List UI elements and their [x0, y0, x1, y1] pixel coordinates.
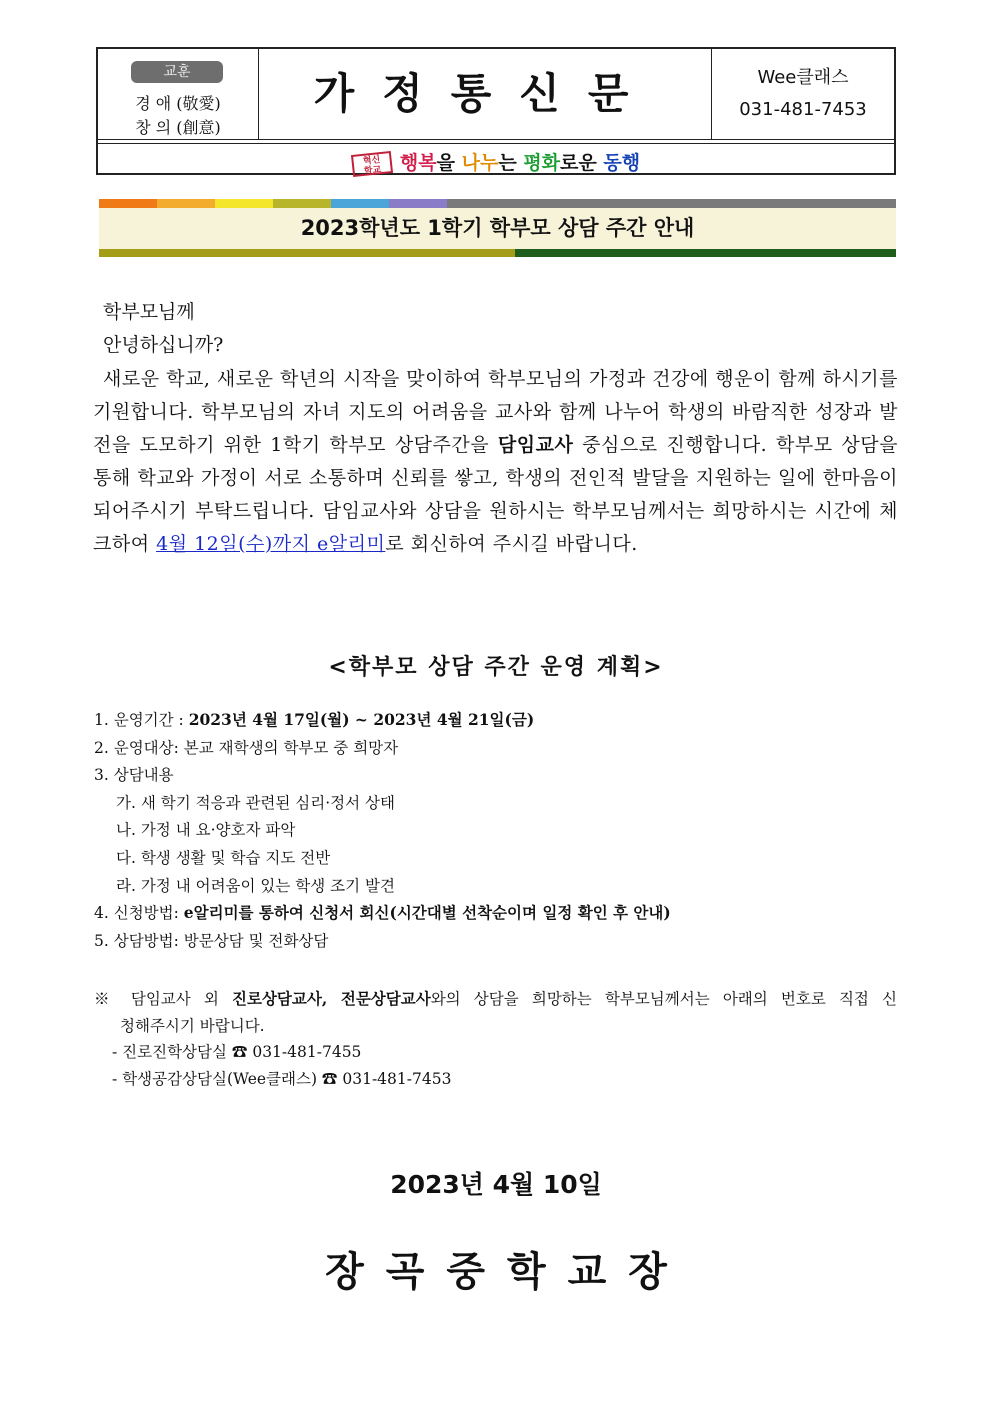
slogan-word-happiness: 행복 — [399, 152, 437, 174]
note-line-2: 청해주시기 바랍니다. — [120, 1017, 265, 1035]
header-top-row — [98, 49, 894, 140]
principal-signature: 장곡중학교장 — [325, 1249, 689, 1295]
letter-text-a: 새로운 학교, 새로운 학년의 시작을 맞이하여 학부모님의 가정과 건강에 행운이 함께 하시기를 기원합니다. 학부모님의 자녀 지도의 어려움을 교사와 함께 나누어 학생의 바람직한 성장과 발전을 도모하기 위한 1학기 학부모 상담주간을 — [93, 368, 898, 456]
note-separator: , — [321, 989, 341, 1008]
plan-item-period-label: 1. 운영기간 : — [94, 711, 189, 729]
banner-stripe — [447, 199, 896, 208]
reply-deadline-link[interactable]: 4월 12일(수)까지 e알리미 — [156, 533, 386, 555]
banner-bottom-segment — [99, 249, 515, 257]
letter-text-c: 로 회신하여 주시길 바랍니다. — [385, 533, 638, 555]
newsletter-title: 가정통신문 — [313, 69, 657, 118]
header-box — [96, 47, 896, 175]
motto-badge: 교훈 — [131, 61, 223, 83]
counseling-note — [94, 985, 897, 1040]
plan-item-apply-label: 4. 신청방법: — [94, 904, 184, 922]
plan-item-target: 2. 운영대상: 본교 재학생의 학부모 중 희망자 — [94, 739, 399, 757]
plan-item-period-value: 2023년 4월 17일(월) ~ 2023년 4월 21일(금) — [188, 710, 535, 729]
note-line-1 — [94, 985, 897, 1013]
plan-item-method: 5. 상담방법: 방문상담 및 전화상담 — [94, 932, 329, 950]
issue-date: 2023년 4월 10일 — [390, 1170, 602, 1199]
motto-cell — [98, 49, 259, 139]
title-banner — [99, 199, 896, 258]
slogan-particle-2: 는 — [498, 152, 524, 174]
banner-stripe — [389, 199, 447, 208]
banner-stripe — [331, 199, 389, 208]
innovation-school-stamp: 혁신 학교 — [351, 150, 393, 176]
letter-text-b: 중심으로 진행합니다. 학부모 상담을 통해 학교와 가정이 서로 소통하며 신뢰를 쌓고, 학생의 전인적 발달을 지원하는 일에 한마음이 되어주시기 부탁드립니다. 담임교사와 상담을 원하시는 학부모님께서는 희망하시는 시간에 체크하여 — [93, 434, 898, 555]
greeting-hello: 안녕하십니까? — [103, 334, 224, 356]
banner-color-stripes — [99, 199, 896, 208]
banner-stripe — [273, 199, 331, 208]
notice-title: 2023학년도 1학기 학부모 상담 주간 안내 — [99, 208, 896, 249]
note-professional-counselor: 전문상담교사 — [340, 989, 431, 1008]
slogan-word-share: 나누 — [461, 152, 499, 174]
letter-body — [93, 363, 898, 561]
note-career-counselor: 진로상담교사 — [232, 989, 322, 1008]
banner-bottom-segment — [515, 249, 896, 257]
plan-subitem-a: 가. 새 학기 적응과 관련된 심리·정서 상태 — [116, 794, 395, 812]
plan-title: <학부모 상담 주간 운영 계획> — [328, 655, 664, 680]
motto-line-2: 창 의 (創意) — [135, 118, 221, 137]
note-suffix: 와의 상담을 희망하는 학부모님께서는 아래의 번호로 직접 신 — [430, 990, 897, 1008]
note-prefix: ※ 담임교사 외 — [94, 990, 232, 1008]
contact-career-office: - 진로진학상담실 ☎ 031-481-7455 — [112, 1043, 362, 1061]
plan-subitem-b: 나. 가정 내 요·양호자 파악 — [116, 821, 296, 839]
plan-item-content: 3. 상담내용 — [94, 766, 174, 784]
slogan-particle-1: 을 — [436, 152, 462, 174]
wee-class-cell — [711, 49, 894, 139]
banner-stripe — [215, 199, 273, 208]
banner-stripe — [157, 199, 215, 208]
letter-bold-homeroom: 담임교사 — [497, 434, 574, 456]
school-slogan — [98, 148, 894, 175]
plan-item-period — [94, 708, 534, 730]
banner-bottom-bar — [99, 249, 896, 257]
plan-subitem-c: 다. 학생 생활 및 학습 지도 전반 — [116, 849, 331, 867]
slogan-word-peace: 평화 — [523, 152, 561, 174]
slogan-word-companion: 동행 — [603, 152, 641, 174]
plan-subitem-d: 라. 가정 내 어려움이 있는 학생 조기 발견 — [116, 877, 395, 895]
contact-wee-class: - 학생공감상담실(Wee클래스) ☎ 031-481-7453 — [112, 1070, 452, 1088]
plan-item-apply-value: e알리미를 통하여 신청서 회신(시간대별 선착순이며 일정 확인 후 안내) — [183, 903, 671, 922]
motto-line-1: 경 애 (敬愛) — [135, 94, 221, 113]
banner-stripe — [99, 199, 157, 208]
slogan-row — [98, 143, 894, 177]
wee-class-phone: 031-481-7453 — [739, 99, 867, 120]
plan-item-apply — [94, 901, 671, 923]
wee-class-name: Wee클래스 — [757, 67, 849, 88]
greeting-recipient: 학부모님께 — [103, 301, 195, 323]
slogan-particle-3: 로운 — [560, 152, 604, 174]
